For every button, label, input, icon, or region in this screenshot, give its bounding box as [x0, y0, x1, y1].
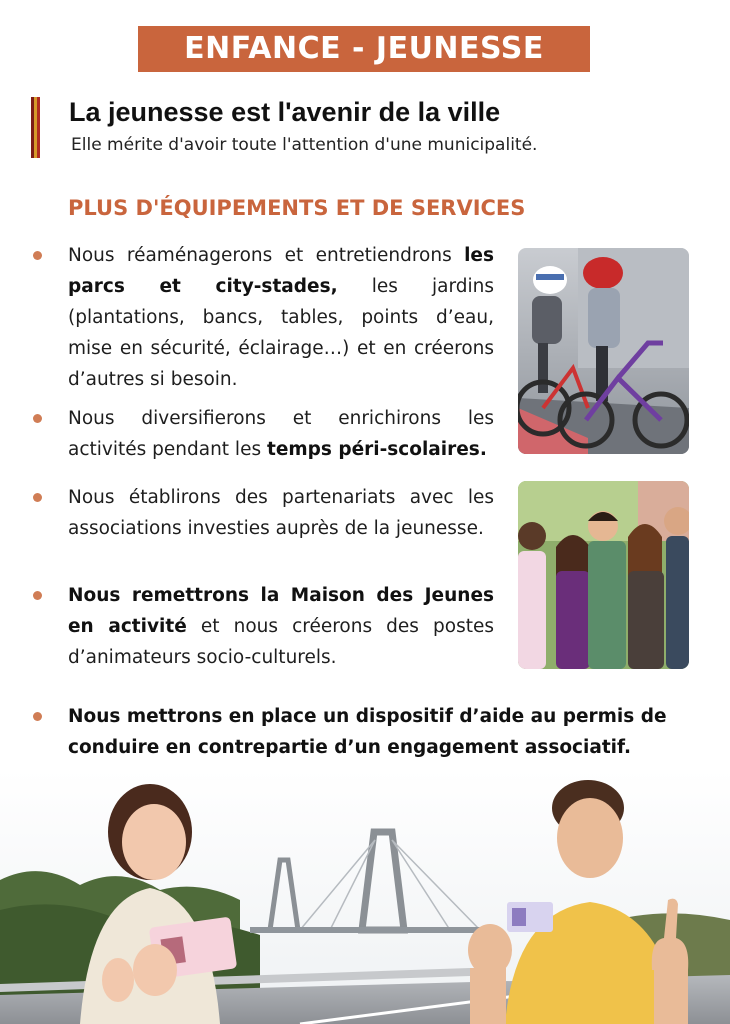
bullet-dot: [33, 591, 42, 600]
bullet-dot: [33, 414, 42, 423]
bullet-dot: [33, 251, 42, 260]
bullet-text-parks: Nous réaménagerons et entretiendrons les parcs et city-stades, les jardins (plantations, bancs, tables, points d’eau, mise en sécurité, éclairage…) et en créerons d’autres si besoin.: [68, 245, 494, 390]
bullet-text-partenariats: Nous établirons des partenariats avec les associations investies auprès de la jeunesse.: [68, 487, 494, 539]
bullet-text-permis: Nous mettrons en place un dispositif d’aide au permis de conduire en contrepartie d’un engagement associatif.: [68, 706, 667, 758]
page-headline: La jeunesse est l'avenir de la ville: [69, 97, 501, 127]
bullet-text-periscolaire: Nous diversifierons et enrichirons les activités pendant les temps péri-scolaires.: [68, 408, 494, 460]
bullet-dot: [33, 712, 42, 721]
section-title: PLUS D'ÉQUIPEMENTS ET DE SERVICES: [68, 196, 526, 220]
headline-accent-bar: [31, 97, 40, 158]
youth-group-photo: [518, 481, 689, 669]
section-banner: ENFANCE - JEUNESSE: [138, 26, 590, 72]
driving-license-illustration: [0, 770, 730, 1024]
page-subheadline: Elle mérite d'avoir toute l'attention d'une municipalité.: [71, 135, 538, 155]
kids-biking-photo: [518, 248, 689, 454]
bullet-dot: [33, 493, 42, 502]
bullet-text-maison-jeunes: Nous remettrons la Maison des Jeunes en activité et nous créerons des postes d’animateurs socio-culturels.: [68, 585, 494, 668]
